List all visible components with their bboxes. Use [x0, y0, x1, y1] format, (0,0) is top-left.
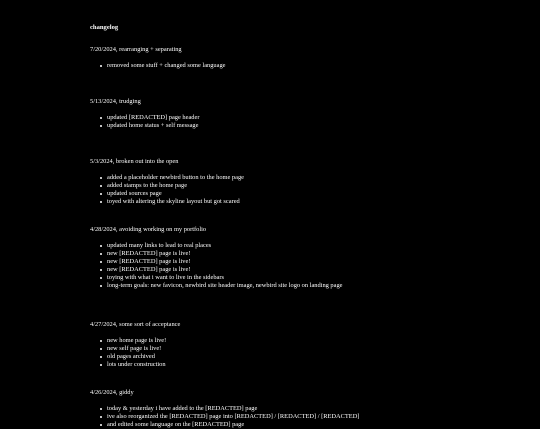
entry-item-list	[90, 242, 450, 290]
changelog-entry	[90, 321, 450, 369]
list-item: new [REDACTED] page is live!	[107, 258, 450, 266]
entry-date: 5/3/2024, broken out into the open	[90, 158, 179, 165]
list-item: long-term goals: new favicon, newbird site header image, newbird site logo on landing page	[107, 282, 450, 290]
entry-date: 5/13/2024, trudging	[90, 98, 141, 105]
list-item: new self page is live!	[107, 345, 450, 353]
list-item: toying with what i want to live in the sidebars	[107, 274, 450, 282]
list-item: added a placeholder newbird button to the home page	[107, 174, 450, 182]
changelog-entry	[90, 226, 450, 290]
entry-item-list	[90, 337, 450, 369]
list-item: updated [REDACTED] page header	[107, 114, 450, 122]
list-item: new [REDACTED] page is live!	[107, 250, 450, 258]
list-item: removed some stuff + changed some language	[107, 62, 450, 70]
list-item: updated many links to lead to real places	[107, 242, 450, 250]
changelog-entry	[90, 389, 450, 429]
changelog-entry	[90, 46, 450, 70]
list-item: new [REDACTED] page is live!	[107, 266, 450, 274]
list-item: toyed with altering the skyline layout but got scared	[107, 198, 450, 206]
entry-item-list	[90, 405, 450, 429]
entry-date: 4/27/2024, some sort of acceptance	[90, 321, 181, 328]
entry-item-list	[90, 114, 450, 130]
changelog-entry	[90, 158, 450, 206]
entry-date: 7/20/2024, rearranging + separating	[90, 46, 182, 53]
list-item: updated home status + self message	[107, 122, 450, 130]
entry-date: 4/28/2024, avoiding working on my portfolio	[90, 226, 207, 233]
list-item: added stamps to the home page	[107, 182, 450, 190]
list-item: lots under construction	[107, 361, 450, 369]
list-item: updated sources page	[107, 190, 450, 198]
entry-item-list	[90, 174, 450, 206]
page-title: changelog	[90, 24, 119, 31]
entry-item-list	[90, 62, 450, 70]
list-item: today & yesterday i have added to the [REDACTED] page	[107, 405, 450, 413]
entry-date: 4/26/2024, giddy	[90, 389, 134, 396]
list-item: new home page is live!	[107, 337, 450, 345]
list-item: ive also reorganized the [REDACTED] page into [REDACTED] / [REDACTED] / [REDACTED]	[107, 413, 450, 421]
list-item: old pages archived	[107, 353, 450, 361]
changelog-entry	[90, 98, 450, 130]
list-item: and edited some language on the [REDACTED] page	[107, 421, 450, 429]
